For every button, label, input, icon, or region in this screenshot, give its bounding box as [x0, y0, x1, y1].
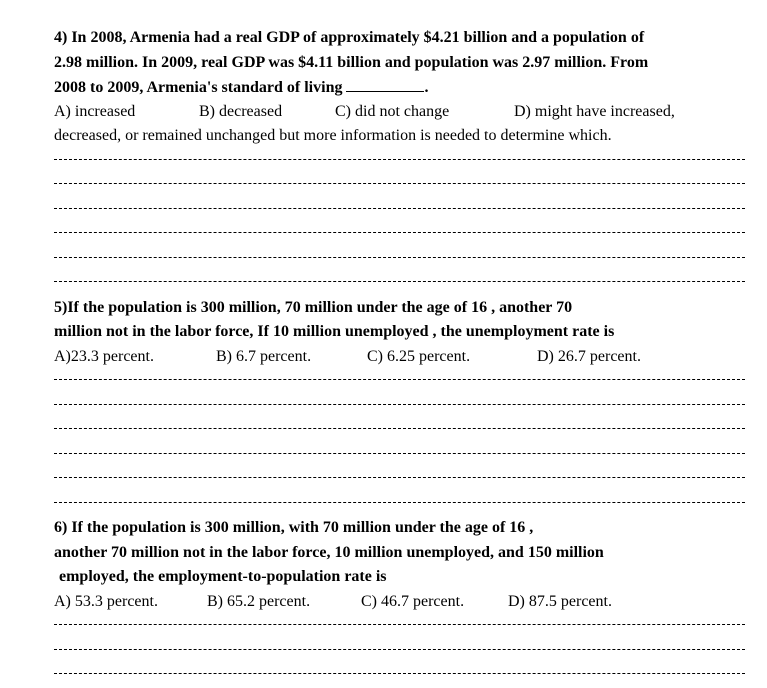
answer-line [54, 247, 754, 272]
question-4-line-1: 4) In 2008, Armenia had a real GDP of approximately $4.21 billion and a population of [54, 29, 645, 46]
option-b[interactable]: B) decreased [199, 102, 283, 120]
question-6 [54, 516, 754, 688]
answer-line [54, 173, 754, 198]
question-6-line-2: another 70 million not in the labor force, 10 million unemployed, and 150 million [54, 543, 604, 561]
answer-line [54, 369, 754, 394]
question-4 [54, 26, 754, 296]
question-4-line-2: 2.98 million. In 2009, real GDP was $4.11 billion and population was 2.97 million. From [54, 53, 649, 71]
question-4-options [54, 100, 754, 125]
answer-line [54, 149, 754, 174]
question-4-line-3 [54, 75, 754, 100]
option-b[interactable]: B) 65.2 percent. [207, 592, 311, 610]
answer-line [54, 222, 754, 247]
answer-line [54, 418, 754, 443]
answer-line [54, 467, 754, 492]
question-5-options [54, 345, 754, 370]
question-5-line-2: million not in the labor force, If 10 million unemployed , the unemployment rate is [54, 323, 615, 340]
answer-line [54, 614, 754, 639]
answer-line [54, 663, 754, 688]
question-4-period: . [424, 79, 429, 96]
answer-line [54, 443, 754, 468]
worksheet-page [54, 26, 754, 688]
option-a[interactable]: A) increased [54, 102, 136, 120]
option-b[interactable]: B) 6.7 percent. [216, 347, 312, 365]
answer-line [54, 639, 754, 664]
answer-line [54, 271, 754, 296]
option-c[interactable]: C) 46.7 percent. [361, 592, 465, 610]
question-6-line-1: 6) If the population is 300 million, with 70 million under the age of 16 , [54, 519, 534, 536]
option-d[interactable]: D) 26.7 percent. [537, 347, 641, 365]
answer-line [54, 394, 754, 419]
question-6-line-3: employed, the employment-to-population rate is [59, 568, 387, 585]
option-d[interactable]: D) 87.5 percent. [508, 592, 612, 610]
answer-line [54, 492, 754, 517]
option-a[interactable]: A) 53.3 percent. [54, 592, 158, 610]
question-5 [54, 296, 754, 517]
option-d[interactable]: D) might have increased, [514, 102, 675, 120]
question-5-line-1: 5)If the population is 300 million, 70 million under the age of 16 , another 70 [54, 298, 573, 316]
answer-line [54, 198, 754, 223]
question-6-options [54, 590, 754, 615]
answer-blank [346, 75, 424, 92]
option-c[interactable]: C) 6.25 percent. [367, 347, 471, 365]
question-4-line-3-text: 2008 to 2009, Armenia's standard of living [54, 79, 343, 96]
option-d-continued: decreased, or remained unchanged but more information is needed to determine which. [54, 127, 612, 144]
option-c[interactable]: C) did not change [335, 102, 450, 120]
option-a[interactable]: A)23.3 percent. [54, 347, 154, 365]
